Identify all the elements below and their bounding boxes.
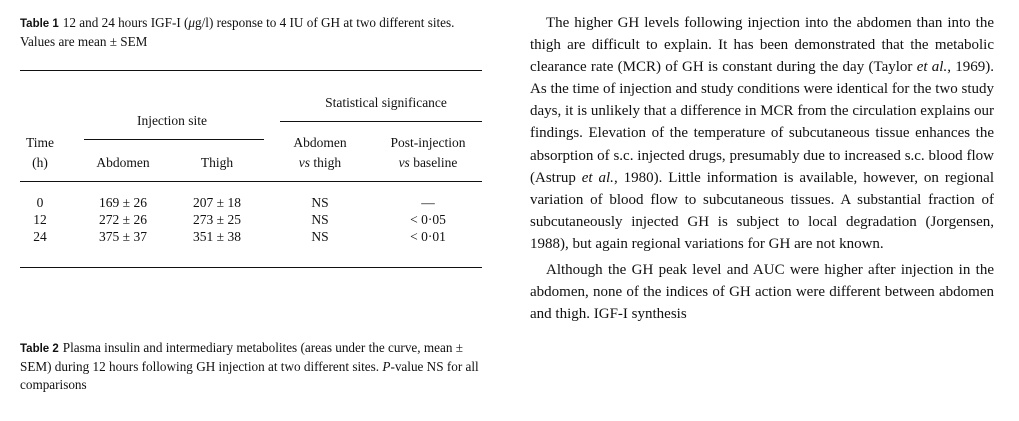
table1-top-rule (20, 70, 482, 71)
stat-sig-header: Statistical significance (325, 95, 447, 110)
table-row-2-post-inj: < 0·01 (410, 229, 446, 244)
table-row-1-thigh: 273 ± 25 (193, 212, 241, 227)
table-row-2-abdomen: 375 ± 37 (99, 229, 147, 244)
table1-bottom-rule (20, 267, 482, 268)
table-row-0-post-inj: — (421, 195, 435, 210)
table-row-0-abd-vs-thigh: NS (311, 195, 329, 210)
thigh-header: Thigh (200, 155, 234, 170)
table2-caption: Table 2 Plasma insulin and intermediary metabolites (areas under the curve, mean ± SEM) during 12 hours following GH injection at two different sites. P-value NS for all comparisons (20, 340, 479, 392)
page-cut-edge (0, 412, 1019, 421)
table-row-2-time: 24 (33, 229, 47, 244)
table-row-0-time: 0 (36, 195, 44, 210)
table-row-0-abdomen: 169 ± 26 (99, 195, 147, 210)
table-row-0-thigh: 207 ± 18 (193, 195, 241, 210)
table-row-2-thigh: 351 ± 38 (193, 229, 241, 244)
table-row-1-time: 12 (33, 212, 47, 227)
table-row-1-post-inj: < 0·05 (410, 212, 446, 227)
body-text-column (530, 12, 994, 325)
abd-vs-thigh-header-2: vs thigh (298, 155, 342, 170)
time-header-1: Time (25, 135, 55, 150)
table2-label: Table 2 (20, 343, 59, 355)
table-row-1-abdomen: 272 ± 26 (99, 212, 147, 227)
table-row-1-abd-vs-thigh: NS (311, 212, 329, 227)
stat-sig-rule (280, 121, 482, 122)
table1-label: Table 1 (20, 18, 59, 30)
table-row-2-abd-vs-thigh: NS (311, 229, 329, 244)
table1-header-rule (20, 181, 482, 182)
paragraph-2: Although the GH peak level and AUC were higher after injection in the abdomen, none of the indices of GH action were different between abdomen and thigh. IGF-I synthesis (530, 262, 994, 323)
post-inj-header-1: Post-injection (390, 135, 466, 150)
abdomen-header: Abdomen (96, 155, 150, 170)
post-inj-header-2: vs baseline (398, 155, 458, 170)
time-header-2: (h) (32, 155, 48, 170)
left-column (20, 14, 485, 392)
paragraph-1: The higher GH levels following injection into the abdomen than into the thigh are difficult to explain. It has been demonstrated that the metabolic clearance rate (MCR) of GH is constant during the day (Taylor et al., 1969). As the time of injection and study conditions were identical for the two study days, it is unlikely that a difference in MCR from the circulation explains our findings. Elevation of the temperature of subcutaneous tissue enhances the absorption of s.c. injected drugs, presumably due to increased s.c. blood flow (Astrup et al., 1980). Little information is available, however, on regional variation of blood flow to subcutaneous tissues. A substantial fraction of subcutaneously injected GH is subject to local degradation (Jorgensen, 1988), but again regional variations for GH are not known. (530, 15, 995, 252)
injection-site-rule (84, 139, 264, 140)
abd-vs-thigh-header-1: Abdomen (293, 135, 347, 150)
injection-site-header: Injection site (136, 113, 208, 128)
table1-caption: Table 1 12 and 24 hours IGF-I (μg/l) response to 4 IU of GH at two different sites. Values are mean ± SEM (20, 15, 455, 49)
